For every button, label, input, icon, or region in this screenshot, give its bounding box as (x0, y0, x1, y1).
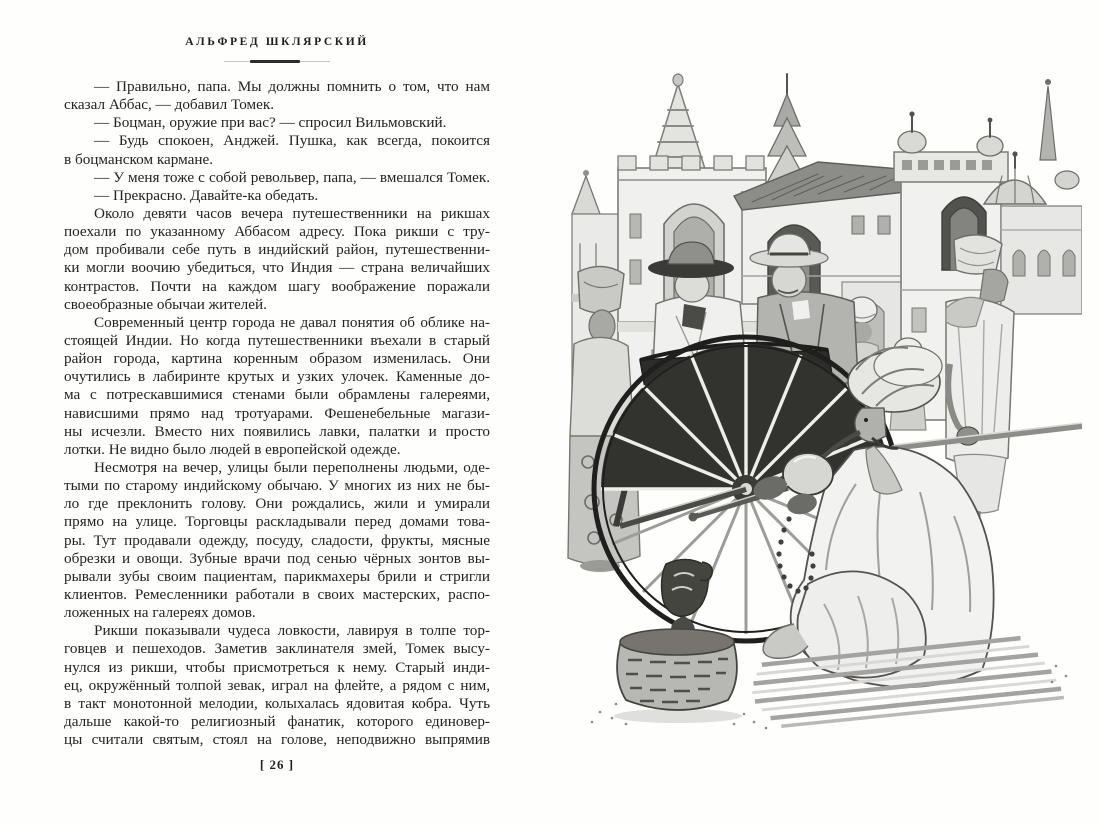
text-line: нависшими прямо над тротуарами. Фешенебельные магази- (64, 404, 490, 422)
text-line: дальше какой-то религиозный фанатик, которого единовер- (64, 712, 490, 730)
text-line: ма с потрескавшимися стенами были обрамлены галереями, (64, 386, 490, 404)
text-line: рывали зубы своим пациентам, парикмахеры брили и стригли (64, 567, 490, 585)
text-line: ны исчезли. Вместо них появились лавки, палатки и просто (64, 422, 490, 440)
text-line: стоящей Индии. Но когда путешественники въехали в старый (64, 331, 490, 349)
text-line: прямо на улице. Торговцы раскладывали перед домами това- (64, 513, 490, 531)
header-divider-thick-segment (250, 60, 300, 63)
text-line: очутились в лабиринте крутых и узких улочек. Каменные до- (64, 368, 490, 386)
text-line: Около девяти часов вечера путешественники на рикшах (94, 204, 490, 222)
running-head: АЛЬФРЕД ШКЛЯРСКИЙ (185, 36, 369, 48)
text-line: лотки. Не видно было людей в европейской одежде. (64, 440, 401, 458)
body-text (64, 78, 490, 749)
text-line: Современный центр города не давал понятия об облике на- (94, 313, 490, 331)
text-line: ец, окружённый толпой зевак, играл на флейте, а рядом с ним, (64, 676, 490, 694)
text-line: — Боцман, оружие при вас? — спросил Вильмовский. (94, 114, 447, 132)
text-line: ки могли воочию убедиться, что Индия — страна величайших (64, 259, 490, 277)
page-number: [ 26 ] (259, 757, 295, 772)
text-line: своеобразные обычаи жителей. (64, 295, 267, 313)
text-line: поехали по указанному Аббасом адресу. Пока рикши с тру- (64, 223, 490, 241)
text-line: — Правильно, папа. Мы должны помнить о том, что нам (94, 78, 490, 95)
cobra (662, 559, 713, 616)
basket (617, 629, 737, 710)
text-line: говцев и пешеходов. Заметив заклинателя змей, Томек высу- (64, 640, 490, 658)
text-line: район города, картина коренным образом изменилась. Они (64, 350, 490, 368)
text-line: дом пробивали себе путь в индийский район, путешественни- (64, 241, 490, 259)
text-line: — Будь спокоен, Анджей. Пушка, как всегда, покоится (94, 132, 490, 150)
text-line: в боцманском кармане. (64, 150, 214, 168)
text-line: обрезки и овощи. Зубные врачи под сенью чёрных зонтов вы- (64, 549, 490, 567)
text-line: в такт монотонной мелодии, колыхалась ядовитая кобра. Чуть (64, 694, 490, 712)
text-line: — У меня тоже с собой револьвер, папа, — вмешался Томек. (94, 168, 490, 186)
text-line: цы считали святым, стоял на голове, неподвижно выпрямив (64, 731, 490, 749)
text-line: ло где преклонить голову. Они рождались, жили и умирали (64, 495, 490, 513)
text-line: Рикши показывали чудеса ловкости, лавируя в толпе тор- (94, 622, 490, 640)
text-line: нулся из рикши, чтобы присмотреться к нему. Старый инди- (64, 658, 490, 676)
text-line: клиентов. Ремесленники работали в своих мастерских, распо- (64, 585, 490, 603)
text-line: тыми по старому индийскому обычаю. У многих из них не бы- (64, 477, 490, 495)
text-line: сказал Аббас, — добавил Томек. (64, 96, 275, 114)
text-line: ложенных на галереях домов. (64, 604, 256, 622)
text-line: Несмотря на вечер, улицы были переполнены людьми, оде- (94, 458, 490, 476)
illustration (556, 64, 1082, 756)
text-line: — Прекрасно. Давайте-ка обедать. (94, 186, 319, 204)
text-line: контрастов. Почти на каждом шагу воображение поражали (64, 277, 490, 295)
text-line: ры. Тут продавали одежду, посуду, сладости, фрукты, мясные (64, 531, 490, 549)
header-divider (224, 60, 330, 64)
